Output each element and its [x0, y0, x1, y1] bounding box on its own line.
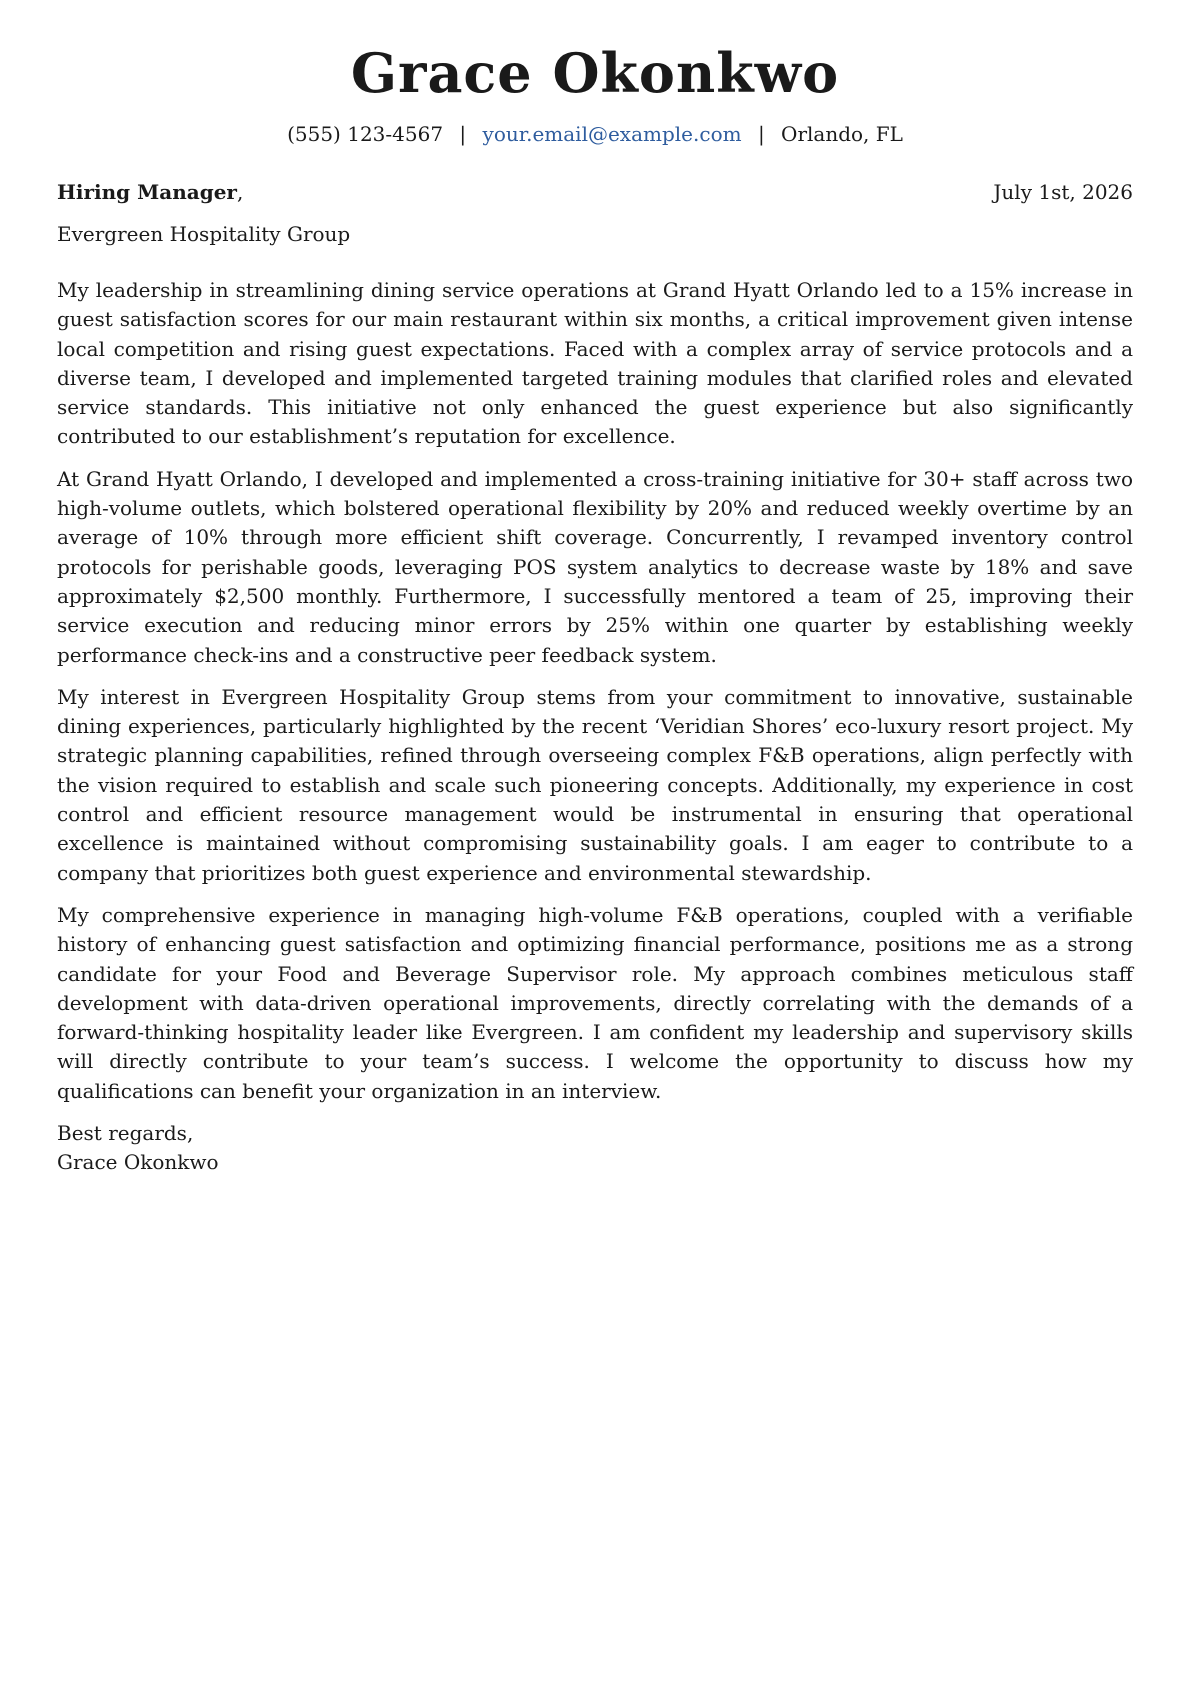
applicant-name: Grace Okonkwo	[350, 41, 840, 105]
body-paragraph: My interest in Evergreen Hospitality Group stems from your commitment to innovative, sustainable dining experiences, particularly highlighted by the recent ‘Veridian Shores’ eco-luxury resort project. My strategic planning capabilities, refined through overseeing complex F&B operations, align perfectly with the vision required to establish and scale such pioneering concepts. Additionally, my experience in cost control and efficient resource management would be instrumental in ensuring that operational excellence is maintained without compromising sustainability goals. I am eager to contribute to a company that prioritizes both guest experience and environmental stewardship.	[57, 684, 1133, 885]
letter-body	[57, 276, 1133, 1106]
contact-separator: |	[757, 122, 765, 146]
cover-letter-page	[57, 40, 1133, 1177]
recipient-title: Hiring Manager	[57, 180, 237, 204]
body-paragraph: At Grand Hyatt Orlando, I developed and implemented a cross-training initiative for 30+ staff across two high-volume outlets, which bolstered operational flexibility by 20% and reduced weekly overtime by an average of 10% through more efficient shift coverage. Concurrently, I revamped inventory control protocols for perishable goods, leveraging POS system analytics to decrease waste by 18% and save approximately $2,500 monthly. Furthermore, I successfully mentored a team of 25, improving their service execution and reducing minor errors by 25% within one quarter by establishing weekly performance check-ins and a constructive peer feedback system.	[57, 466, 1133, 667]
recipient-greeting	[57, 178, 243, 206]
email-link[interactable]: your.email@example.com	[482, 122, 742, 146]
body-paragraph: My comprehensive experience in managing high-volume F&B operations, coupled with a verifiable history of enhancing guest satisfaction and optimizing financial performance, positions me as a strong candidate for your Food and Beverage Supervisor role. My approach combines meticulous staff development with data-driven operational improvements, directly correlating with the demands of a forward-thinking hospitality leader like Evergreen. I am confident my leadership and supervisory skills will directly contribute to your team’s success. I welcome the opportunity to discuss how my qualifications can benefit your organization in an interview.	[57, 902, 1133, 1103]
letter-closing	[57, 1119, 1133, 1177]
contact-separator: |	[459, 122, 467, 146]
recipient-row	[57, 178, 1133, 206]
body-paragraph: My leadership in streamlining dining service operations at Grand Hyatt Orlando led to a 15% increase in guest satisfaction scores for our main restaurant within six months, a critical improvement given intense local competition and rising guest expectations. Faced with a complex array of service protocols and a diverse team, I developed and implemented targeted training modules that clarified roles and elevated service standards. This initiative not only enhanced the guest experience but also significantly contributed to our establishment’s reputation for excellence.	[57, 278, 1133, 449]
closing-salutation: Best regards,	[57, 1121, 194, 1146]
recipient-title-suffix: ,	[236, 180, 244, 204]
closing-signature: Grace Okonkwo	[57, 1150, 219, 1175]
letter-date: July 1st, 2026	[993, 180, 1133, 204]
recipient-company: Evergreen Hospitality Group	[57, 222, 351, 246]
contact-line	[57, 120, 1133, 148]
location: Orlando, FL	[781, 122, 903, 146]
phone-number: (555) 123-4567	[287, 122, 444, 146]
